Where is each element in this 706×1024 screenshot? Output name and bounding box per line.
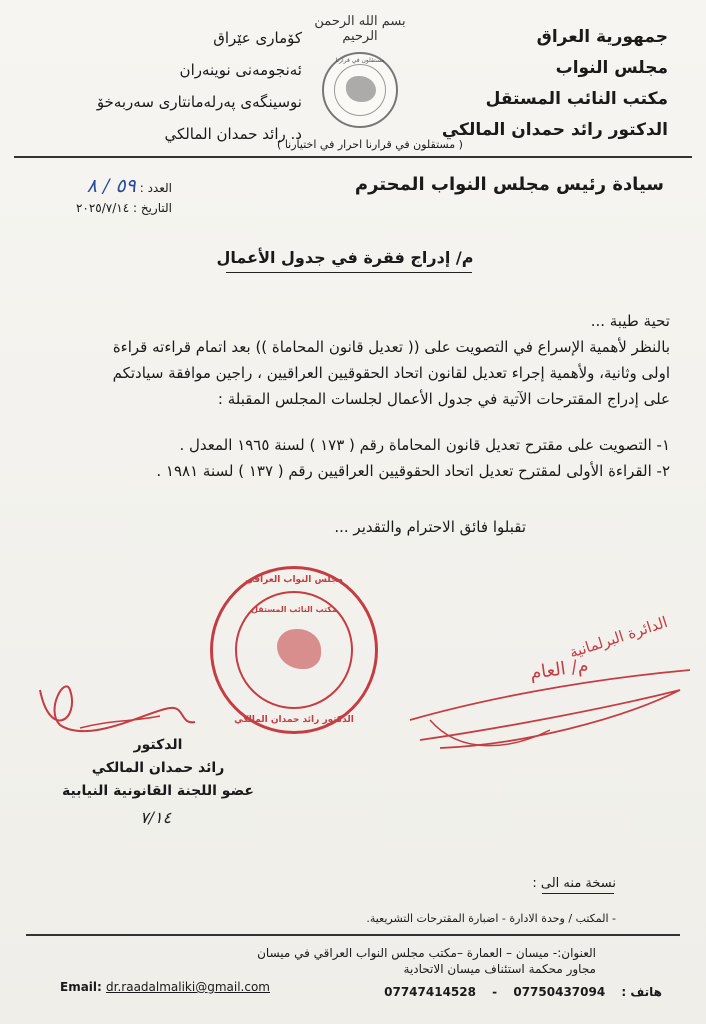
copy-to-underline [542, 893, 614, 894]
header-arabic [418, 22, 668, 146]
request-items [30, 432, 670, 484]
header-arabic-line: مجلس النواب [555, 58, 668, 78]
office-logo-icon [322, 52, 398, 128]
footer-divider [26, 934, 680, 936]
header-kurdish-line: ئەنجومەنی نوینەران [179, 61, 302, 79]
header-arabic-line: جمهورية العراق [536, 27, 668, 47]
header-kurdish [62, 22, 302, 150]
request-item: ١- التصويت على مقترح تعديل قانون المحاماة رقم ( ١٧٣ ) لسنة ١٩٦٥ المعدل . [179, 436, 670, 454]
signer-title: الدكتور [133, 737, 183, 753]
email-label: Email: [60, 980, 102, 994]
paragraph-line: على إدراج المقترحات الآتية في جدول الأعمال لجلسات المجلس المقبلة : [217, 390, 670, 408]
footer-address [176, 945, 596, 977]
phone-number: 07750437094 [513, 985, 606, 999]
header-arabic-line: الدكتور رائد حمدان المالكي [441, 120, 668, 140]
greeting: تحية طيبة ... [590, 312, 670, 330]
handwritten-note [400, 570, 700, 770]
paragraph-line: بالنظر لأهمية الإسراع في التصويت على (( تعديل قانون المحاماة )) بعد اتمام قراءته قراءة [112, 338, 670, 356]
reference-number-label: العدد : [139, 181, 172, 195]
header-divider [14, 156, 692, 158]
official-stamp [210, 566, 378, 734]
address-line: العنوان:- ميسان – العمارة –مكتب مجلس النواب العراقي في ميسان [257, 946, 596, 960]
footer-phones [372, 985, 662, 999]
reference-date [12, 201, 172, 215]
address-line: مجاور محكمة استئناف ميسان الاتحادية [403, 962, 596, 976]
signer-role: عضو اللجنة القانونية النيابية [62, 783, 254, 799]
header-arabic-line: مكتب النائب المستقل [485, 89, 668, 109]
letter-body [30, 308, 670, 412]
reference-number-value: ٥٩ / ٨ [86, 175, 136, 197]
reference-number [12, 175, 172, 197]
closing: تقبلوا فائق الاحترام والتقدير ... [334, 518, 526, 536]
phone-separator: - [492, 985, 498, 999]
signer-name: رائد حمدان المالكي [91, 760, 225, 776]
copy-to-item: - المكتب / وحدة الادارة - اضبارة المقترحات التشريعية. [366, 912, 616, 925]
stamp-outer-text: مجلس النواب العراقي [245, 575, 343, 585]
copy-to-label: نسخة منه الى : [532, 876, 616, 891]
phone-label: هاتف : [621, 985, 662, 999]
slogan: ( مستقلون في قرارنا احرار في اختيارنا ) [277, 138, 463, 151]
handwritten-date: ٧/١٤ [140, 808, 172, 827]
basmala: بسم الله الرحمن الرحيم [314, 14, 406, 44]
logo-text: مستقلون في قرارنا [335, 57, 385, 64]
header-kurdish-line: كۆماری عێراق [213, 29, 302, 47]
reference-date-label: التاريخ : [132, 201, 172, 215]
header-kurdish-line: د. رائد حمدان المالكي [164, 125, 302, 143]
paragraph-line: اولى وثانية، ولأهمية إجراء تعديل لقانون اتحاد الحقوقيين العراقيين ، راجين موافقة سيادتكم [112, 364, 670, 382]
reference-date-value: ٢٠٢٥/٧/١٤ [75, 201, 130, 215]
signer-block [58, 734, 258, 803]
note-line-1: الدائرة البرلمانية [567, 612, 670, 662]
subject-underline [226, 272, 472, 273]
header-kurdish-line: نوسینگەی پەرلەمانتاری سەربەخۆ [96, 93, 302, 111]
note-line-2: م/ العام [528, 655, 590, 685]
request-item: ٢- القراءة الأولى لمقترح تعديل اتحاد الحقوقيين العراقيين رقم ( ١٣٧ ) لسنة ١٩٨١ . [156, 462, 670, 480]
crest [300, 14, 420, 128]
stamp-bottom-text: الدكتور رائد حمدان المالكي [234, 715, 354, 725]
footer-email [60, 980, 270, 994]
phone-number: 07747414528 [384, 985, 476, 999]
stamp-inner-text: مكتب النائب المستقل [251, 605, 337, 614]
iraq-map-icon [346, 76, 376, 102]
subject: م/ إدراج فقرة في جدول الأعمال [216, 248, 474, 267]
addressee: سيادة رئيس مجلس النواب المحترم [354, 174, 664, 195]
email-link[interactable]: dr.raadalmaliki@gmail.com [106, 980, 270, 994]
